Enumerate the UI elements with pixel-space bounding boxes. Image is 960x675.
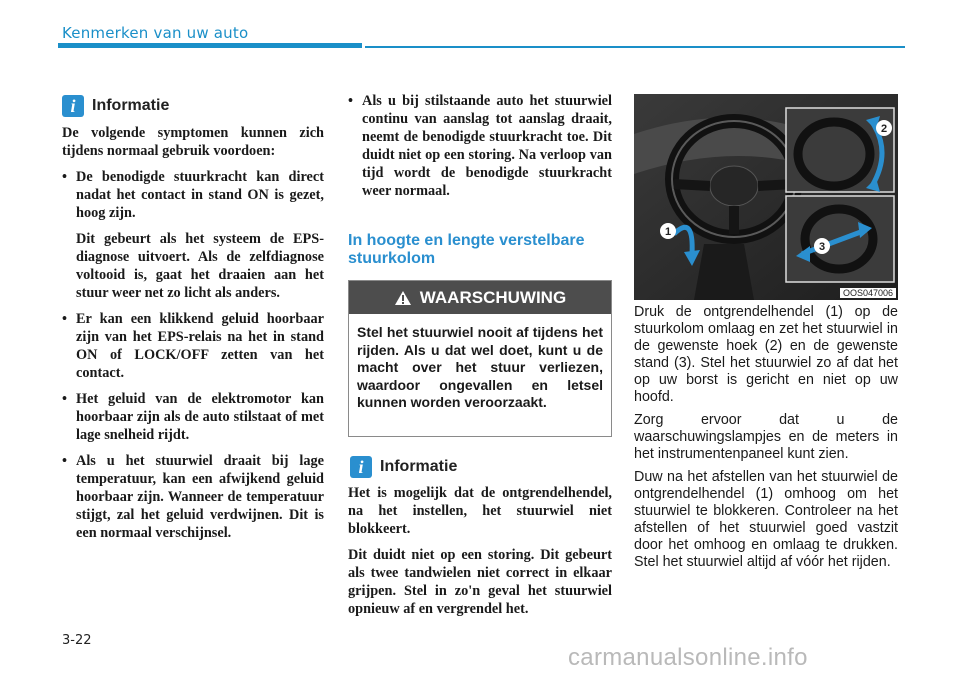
list-item [62, 452, 324, 542]
bullet-text: Als u het stuurwiel draait bij lage temperatuur, kan een afwijkend geluid hoorbaar zijn. Wanneer de temperatuur stijgt, zal het geluid verdwijnen. Dit is een normaal verschijnsel. [76, 453, 324, 541]
figure-code: OOS047006 [840, 288, 896, 298]
bullet-subtext: Dit gebeurt als het systeem de EPS-diagnose uitvoert. Als de zelfdiagnose voltooid is, gaat het draaien aan het stuur weer net zo licht als anders. [76, 231, 324, 301]
info-1-column-continued [348, 92, 612, 208]
instructions-paragraph: Duw na het afstellen van het stuurwiel de ontgrendelhendel (1) omhoog om het stuurwiel te blokkeren. Controleer na het afstellen of het stuurwiel goed vastzit door het omhoog en omlaag te drukken. Stel het stuurwiel altijd af vóór het rijden. [634, 469, 898, 570]
instructions-paragraph: Zorg ervoor dat u de waarschuwingslampjes en de meters in het instrumentenpaneel kunt zien. [634, 412, 898, 462]
header-rule-thin [365, 46, 905, 48]
info-heading-1-label: Informatie [92, 97, 170, 114]
bullet-dot: • [348, 93, 354, 109]
steering-column-photo [634, 94, 898, 300]
list-item [62, 310, 324, 382]
bullet-dot: • [62, 453, 68, 469]
bullet-text: Als u bij stilstaande auto het stuurwiel continu van aanslag tot aanslag draait, neemt de benodigde stuurkracht toe. Dit duidt niet op een storing. Na verloop van tijd wordt de benodigde stuurkracht weer normaal. [362, 93, 612, 199]
section-header-title: Kenmerken van uw auto [62, 24, 249, 42]
header-rule-thick [58, 43, 362, 48]
callout-1: 1 [664, 226, 672, 238]
info-heading-1 [62, 95, 169, 117]
info-1-column [62, 124, 324, 550]
info-icon: i [350, 456, 372, 478]
info-heading-2 [350, 456, 457, 478]
info-heading-2-label: Informatie [380, 458, 458, 475]
watermark: carmanualsonline.info [568, 644, 808, 671]
info-2-column [348, 484, 612, 626]
bullet-dot: • [62, 311, 68, 327]
section-title: In hoogte en lengte verstelbare stuurkolom [348, 232, 585, 267]
instructions-paragraph: Druk de ontgrendelhendel (1) op de stuurkolom omlaag en zet het stuurwiel in de gewenste hoek (2) en de gewenste stand (3). Stel het stuurwiel zo af dat het op uw borst is gericht en niet op uw hoofd. [634, 304, 898, 405]
bullet-dot: • [62, 391, 68, 407]
warning-header [349, 281, 611, 314]
steering-wheel-illustration [634, 94, 898, 300]
bullet-text: Het geluid van de elektromotor kan hoorbaar zijn als de auto stilstaat of met lage snelheid rijdt. [76, 391, 324, 443]
page-number: 3-22 [62, 633, 92, 648]
bullet-text: De benodigde stuurkracht kan direct nadat het contact in stand ON is gezet, hoog zijn. [76, 169, 324, 221]
warning-triangle-icon [394, 290, 412, 306]
list-item [62, 168, 324, 222]
list-item [62, 390, 324, 444]
warning-label: WAARSCHUWING [419, 287, 567, 307]
bullet-dot: • [62, 169, 68, 185]
warning-box [348, 280, 612, 437]
bullet-text: Er kan een klikkend geluid hoorbaar zijn van het EPS-relais na het in stand ON of LOCK/OFF zetten van het contact. [76, 311, 324, 381]
list-item [348, 92, 612, 200]
instructions-column [634, 304, 898, 577]
info-1-intro: De volgende symptomen kunnen zich tijdens normaal gebruik voordoen: [62, 125, 324, 159]
info-icon: i [62, 95, 84, 117]
info-2-paragraph: Dit duidt niet op een storing. Dit gebeurt als twee tandwielen niet correct in elkaar grijpen. Stel in zo'n geval het stuurwiel opnieuw af en vergrendel het. [348, 547, 612, 617]
warning-text: Stel het stuurwiel nooit af tijdens het rijden. Als u dat wel doet, kunt u de macht over het stuur verliezen, waardoor ongevallen en letsel kunnen worden veroorzaakt. [357, 324, 603, 410]
callout-3: 3 [818, 241, 826, 253]
info-2-paragraph: Het is mogelijk dat de ontgrendelhendel, na het instellen, het stuurwiel niet blokkeert. [348, 485, 612, 537]
callout-2: 2 [880, 123, 888, 135]
